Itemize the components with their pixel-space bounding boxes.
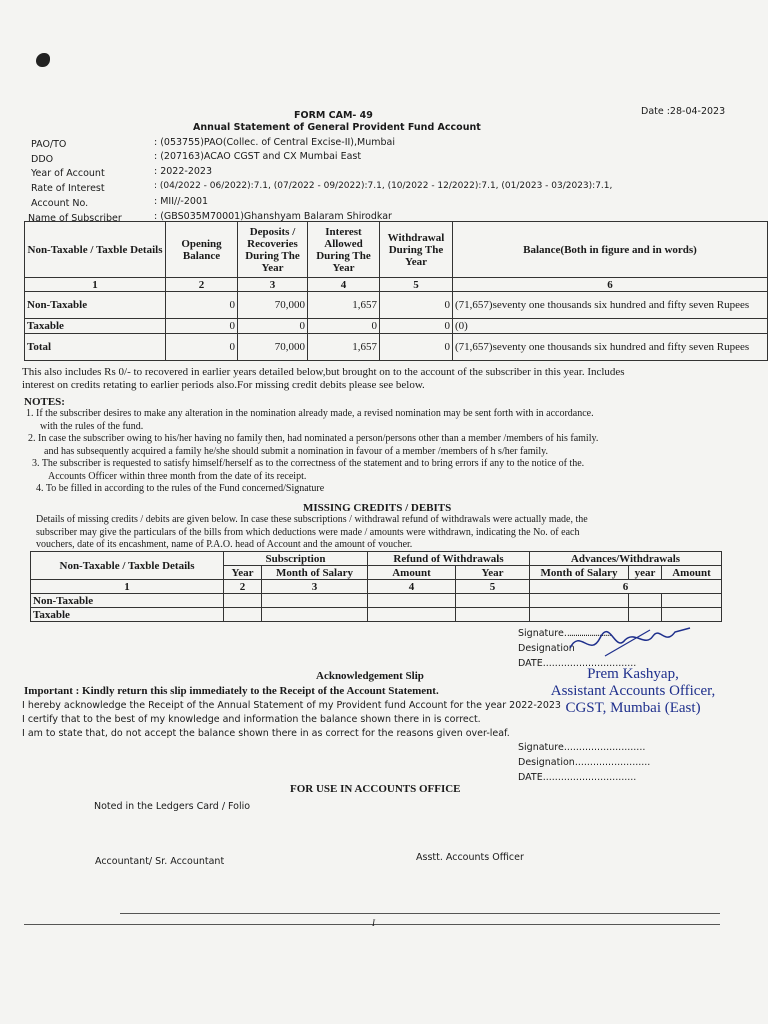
officer-signature-block: Signature....................... Designation DATE............................... <box>518 628 637 669</box>
withdrawal: 0 <box>380 334 453 361</box>
detail-label: Name of Subscriber <box>28 213 122 224</box>
ink-blot <box>36 53 50 67</box>
ack-important: Important : Kindly return this slip immediately to the Receipt of the Account Statement. <box>24 685 439 697</box>
detail-value: : 2022-2023 <box>154 166 213 177</box>
col-number: 4 <box>308 278 380 292</box>
stamp-name: Prem Kashyap, <box>587 666 679 682</box>
deposits: 0 <box>238 319 308 334</box>
designation-label: Designation <box>518 643 575 654</box>
statement-date: Date :28-04-2023 <box>641 106 726 117</box>
signature-label: Signature........................... <box>518 742 646 753</box>
officer-label: Asstt. Accounts Officer <box>416 852 524 863</box>
date-label: DATE............................... <box>518 772 637 783</box>
col-number: 6 <box>453 278 768 292</box>
table-row <box>25 319 768 334</box>
note-item: 3. The subscriber is requested to satisfy himself/herself as to the correctness of the statement and to bring errors if any to the notice of the. <box>32 458 585 469</box>
col-number: 3 <box>238 278 308 292</box>
detail-label: Account No. <box>31 198 89 209</box>
notes-heading: NOTES: <box>24 396 65 408</box>
ack-body <box>22 699 561 741</box>
note-intro-line: This also includes Rs 0/- to recovered in earlier years detailed below,but brought on to the account of the subscriber in this year. Includes <box>22 366 625 378</box>
row-label: Non-Taxable <box>25 292 166 319</box>
col-header: Opening Balance <box>166 222 238 278</box>
subscriber-signature-block <box>518 740 650 785</box>
missing-description <box>36 514 756 552</box>
col-number: 5 <box>456 580 530 594</box>
col-number: 5 <box>380 278 453 292</box>
ack-line: I am to state that, do not accept the balance shown there in as correct for the reasons given over-leaf. <box>22 728 510 739</box>
opening-balance: 0 <box>166 292 238 319</box>
stamp-title: Assistant Accounts Officer, <box>550 683 716 699</box>
note-intro-line: interest on credits retating to earlier periods also.For missing credit debits please see below. <box>22 379 425 391</box>
stamp-office: CGST, Mumbai (East) <box>565 700 701 716</box>
opening-balance: 0 <box>166 334 238 361</box>
detail-label: PAO/TO <box>31 139 67 150</box>
deposits: 70,000 <box>238 292 308 319</box>
col-header: Non-Taxable / Taxble Details <box>25 222 166 278</box>
notes-list <box>26 408 766 496</box>
col-header: Non-Taxable / Taxble Details <box>31 552 224 580</box>
col-header: Amount <box>368 566 456 580</box>
note-item: Accounts Officer within three month from the date of its receipt. <box>48 470 307 482</box>
balance-words: (71,657)seventy one thousands six hundred and fifty seven Rupees <box>453 292 768 319</box>
withdrawal: 0 <box>380 319 453 334</box>
detail-value: : (053755)PAO(Collec. of Central Excise-II),Mumbai <box>154 137 395 148</box>
footer-rule <box>120 913 720 914</box>
withdrawal: 0 <box>380 292 453 319</box>
col-number: 2 <box>224 580 262 594</box>
detail-value: : MII//-2001 <box>154 196 209 207</box>
col-header: Interest Allowed During The Year <box>308 222 380 278</box>
note-item: 1. If the subscriber desires to make any alteration in the nomination already made, a revised nomination may be sent forth with in accordance. <box>26 408 594 419</box>
detail-label: Year of Account <box>31 168 105 179</box>
note-item: 2. In case the subscriber owing to his/her having no family then, had nominated a person/persons other than a member /members of his family. <box>28 433 599 444</box>
detail-label: Rate of Interest <box>31 183 105 194</box>
balance-table <box>24 221 768 361</box>
col-header: Deposits / Recoveries During The Year <box>238 222 308 278</box>
interest: 0 <box>308 319 380 334</box>
opening-balance: 0 <box>166 319 238 334</box>
col-number: 2 <box>166 278 238 292</box>
row-label: Non-Taxable <box>31 594 224 608</box>
missing-desc-line: vouchers, date of its encashment, name of P.A.O. head of Account and the amount of voucher. <box>36 539 413 550</box>
detail-label: DDO <box>31 154 54 165</box>
missing-credits-table <box>30 551 722 622</box>
col-header: Year <box>456 566 530 580</box>
detail-value: : (GBS035M70001)Ghanshyam Balaram Shirodkar <box>154 211 392 222</box>
accountant-label: Accountant/ Sr. Accountant <box>95 856 225 867</box>
row-label: Taxable <box>31 608 224 622</box>
ack-line: I certify that to the best of my knowledge and information the balance shown there in is correct. <box>22 714 481 725</box>
col-number: 6 <box>530 580 722 594</box>
deposits: 70,000 <box>238 334 308 361</box>
col-group-header: Advances/Withdrawals <box>530 552 722 566</box>
signature-label: Signature. <box>518 628 567 639</box>
table-row <box>25 334 768 361</box>
handwritten-signature <box>565 618 695 663</box>
col-group-header: Subscription <box>224 552 368 566</box>
missing-heading: MISSING CREDITS / DEBITS <box>303 502 452 514</box>
col-header: Year <box>224 566 262 580</box>
table-row <box>25 292 768 319</box>
note-intro <box>22 366 762 392</box>
form-title: FORM CAM- 49 <box>294 110 373 121</box>
row-label: Taxable <box>25 319 166 334</box>
missing-desc-line: subscriber may give the particulars of the bills from which deductions were made / amounts were withdrawn, indicating the No. of each <box>36 526 580 538</box>
balance-words: (71,657)seventy one thousands six hundred and fifty seven Rupees <box>453 334 768 361</box>
designation-label: Designation......................... <box>518 757 651 768</box>
ack-heading: Acknowledgement Slip <box>316 670 424 682</box>
detail-value: : (04/2022 - 06/2022):7.1, (07/2022 - 09/2022):7.1, (10/2022 - 12/2022):7.1, (01/2023 - 03/2023):7.1, <box>154 181 613 191</box>
col-number: 1 <box>31 580 224 594</box>
col-number: 3 <box>262 580 368 594</box>
row-label: Total <box>25 334 166 361</box>
officer-stamp <box>538 666 728 717</box>
interest: 1,657 <box>308 334 380 361</box>
interest: 1,657 <box>308 292 380 319</box>
note-item: 4. To be filled in according to the rules of the Fund concerned/Signature <box>36 483 325 494</box>
col-header: Month of Salary <box>530 566 629 580</box>
detail-value: : (207163)ACAO CGST and CX Mumbai East <box>154 151 362 162</box>
ack-line: I hereby acknowledge the Receipt of the Annual Statement of my Provident fund Account for the year 2022-2023 <box>22 700 561 711</box>
balance-words: (0) <box>453 319 768 334</box>
col-number: 1 <box>25 278 166 292</box>
col-header: Withdrawal During The Year <box>380 222 453 278</box>
col-group-header: Refund of Withdrawals <box>368 552 530 566</box>
col-header: Month of Salary <box>262 566 368 580</box>
table-row <box>31 594 722 608</box>
note-item: and has subsequently acquired a family he/she should submit a nomination in favour of a member /members of h s/her family. <box>44 445 548 457</box>
ledger-note: Noted in the Ledgers Card / Folio <box>94 801 251 812</box>
missing-desc-line: Details of missing credits / debits are given below. In case these subscriptions / withdrawal refund of withdrawals were actually made, the <box>36 514 588 525</box>
col-header: Amount <box>662 566 722 580</box>
statement-title: Annual Statement of General Provident Fund Account <box>193 122 481 133</box>
office-use-heading: FOR USE IN ACCOUNTS OFFICE <box>290 783 461 795</box>
col-header: year <box>629 566 662 580</box>
col-number: 4 <box>368 580 456 594</box>
date-label: DATE............................... <box>518 658 637 669</box>
footer-mark: I <box>372 918 375 928</box>
col-header: Balance(Both in figure and in words) <box>453 222 768 278</box>
note-item: with the rules of the fund. <box>40 420 144 432</box>
